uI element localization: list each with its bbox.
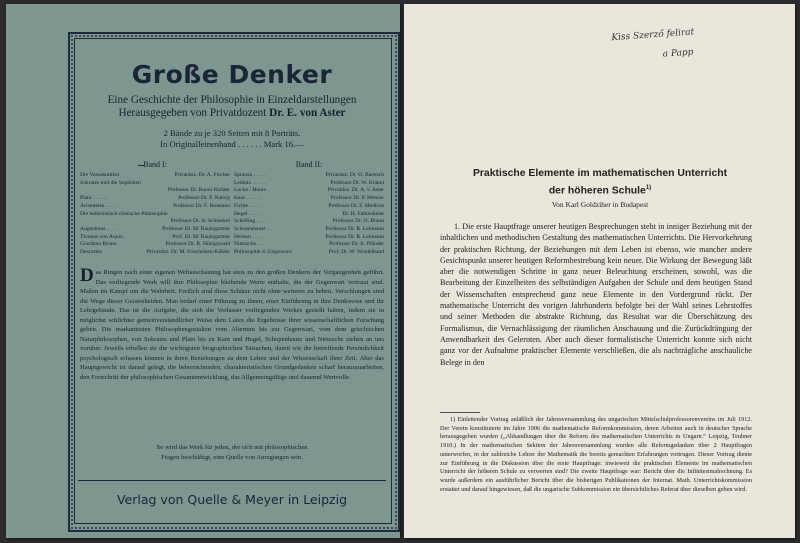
philosopher-name: Spinoza . . . . .	[234, 172, 267, 178]
footnote-marker: 1)	[645, 185, 652, 191]
philosopher-name: Sokrates und die Sophisten	[80, 179, 141, 186]
closing-text	[78, 443, 386, 462]
philosopher-name: Nietzsche . . .	[234, 241, 265, 248]
body-paragraph: as Ringen nach einer eigenen Weltanschauung hat stets zu den großen Denkern der Vergangenheit geführt. Das vorliegende Werk will ihre Philosophie bleibende Werte enthalte, die der Gegenwart vertraut sind. Maßen im Kampf um die Wahrheit. Freilich sind diese Schätze nicht ohne weiteres zu heben. Verschlungen sind die Wege dieser Geistesheiden. Man bedarf einer Führung zu ihnen, einer Einführung in ihre Denkweise und ihr Lehrgebäude. Das ist die Aufgabe, die sich die Verfasser vorliegenden Werkes gestellt haben, indem sie in möglichst schlichter gemeinverständlicher Weise dem Laien die Ergebnisse ihrer wissenschaftlichen Forschung geben. Die markantesten Philosophengestalten vom Altertum bis zur Gegenwart, vom dem griechischen Naturphilosophen, von Sokrates und Plato bis zu Kant und Hegel, Schopenhauer und Nietzsche ziehen an uns vorüber. Jeweils erhellen sie die wichtigsten biographischen Tatsachen, damit wir die betreffende Persönlichkeit psychologisch erfassen können in ihren Beziehungen zu dem Leben und der Wissenschaft ihrer Zeit. Aber das Hauptgewicht ist darauf gelegt, die beherrschenden, charakteristischen Grundgedanken scharf herauszuarbeiten, den Fortschritt der philosophischen Gesamtentwicklung, das Allgemeingültige und dauernd Wertvolle.	[80, 269, 384, 381]
contributor-name: Professor Dr. P. Menzer	[330, 195, 384, 202]
contributor-row	[234, 226, 384, 234]
contributor-name: Professor Dr. M. Baumgartner	[162, 225, 230, 232]
contributor-name: Professor Dr. O. Braun	[332, 218, 384, 225]
contributor-row	[234, 180, 384, 188]
philosopher-name: Thomas von Aquin	[80, 233, 123, 240]
closing-line-1: So wird das Werk für jeden, der sich mit philosophischen	[156, 444, 308, 451]
contributor-row	[80, 180, 230, 188]
contributor-row	[80, 203, 230, 211]
publisher-line: Verlag von Quelle & Meyer in Leipzig	[116, 492, 348, 507]
contributor-row	[80, 187, 230, 195]
book-info	[78, 128, 386, 150]
philosopher-name: Philosophie d. Gegenwart	[234, 249, 292, 256]
price-info: In Originalleinenband . . . . . . Mark 16.—	[160, 139, 304, 149]
contributor-name: Professor Dr. R. Lehmann	[325, 233, 384, 240]
philosopher-name: Herbart . . . .	[234, 233, 263, 240]
book-editor-line	[78, 107, 386, 119]
band-two-column	[234, 160, 384, 257]
left-page	[6, 4, 400, 538]
contributor-row	[234, 218, 384, 226]
handwriting-line-1: Kiss Szerző felirat	[611, 27, 695, 44]
book-title: Große Denker	[131, 60, 333, 89]
article-author: Von Karl Goldziher in Budapest	[551, 200, 649, 209]
contributor-row	[80, 172, 230, 180]
contributor-name: Professor Dr. R. Lehmann	[325, 225, 384, 232]
contributor-row	[234, 195, 384, 203]
philosopher-name: Die Vorsokratiker	[80, 172, 120, 178]
contributor-row	[80, 211, 230, 219]
contributor-name: Privatdoz. Dr. A. v. Aster	[327, 187, 384, 194]
article-title-line-2-text: der höheren Schule	[548, 185, 646, 197]
right-page	[404, 4, 795, 538]
contributor-name: Professor Dr. P. Natorp	[178, 195, 230, 202]
footnote-rule	[440, 412, 480, 413]
contributor-row	[80, 218, 230, 226]
volumes-info: 2 Bände zu je 320 Seiten mit 8 Porträts.	[163, 128, 301, 138]
contributor-name: Prof. Dr. M. Baumgartner	[172, 233, 230, 240]
philosopher-name: Kant . . . . . .	[234, 195, 262, 202]
publisher-rule	[78, 480, 386, 481]
philosopher-name: Aristoteles . . . .	[80, 202, 116, 209]
contributor-row	[80, 249, 230, 257]
contributor-name: Privatdoz. Dr. O. Baensch	[325, 172, 384, 178]
footnote-text: 1) Einleitender Vortrag anläßlich der Jahresversammlung des ungarischen Mittelschulprofessorenvereins im Juli 1912. Der Verein konstituierte im Jahre 1906 die mathematische Reformkommission, deren Arbeiten auch in deutscher Sprache herausgegeben wurden („Abhandlungen über die Reform des mathematischen Unterrichts in Ungarn.“ Leipzig, Teubner 1910.) In der mathematischen Sektion der Jahresversammlung wurden alle Reformgedanken über 2 Hauptfragen unterworfen, in der zahlreiche Lehrer der Mathematik die bereits gemachten Erfahrungen vortrugen. Dieser Vortrag diente zur Einführung in die Diskussion über die erste Hauptfrage: inwieweit die praktischen Elemente im mathematischen Unterricht der höheren Schule zu verwerten sind? Die zweite Hauptfrage war: Bericht über die Infinitesimalrechnung. Es wurde außerdem ein ausführlicher Bericht über die bisherigen Publikationen der Internat. Math. Unterrichtskommission erstattet und darauf hingewiesen, daß die ungarische Subkommission ein übersichtliches Referat über dieselben geben wird.	[440, 416, 752, 493]
philosopher-name: Schelling . . . .	[234, 218, 267, 225]
contributor-name: Professor Dr. A. Schmekel	[170, 218, 230, 225]
contributor-row	[80, 195, 230, 203]
philosopher-name: Fichte . . . . .	[234, 202, 262, 209]
contributor-row	[234, 203, 384, 211]
philosopher-name: Descartes	[80, 249, 102, 256]
contributor-name: Professor Dr. Raoul Richter	[167, 187, 230, 194]
article-title	[414, 167, 786, 198]
contributor-row	[80, 241, 230, 249]
article-title-line-1: Praktische Elemente im mathematischen Unterricht	[472, 168, 728, 179]
contributor-name: Prof. Dr. W. Windelband	[328, 249, 384, 256]
philosopher-name: Leibniz . . . . .	[234, 179, 266, 186]
band-one-column	[80, 160, 230, 257]
editor-name: Dr. E. von Aster	[269, 107, 346, 119]
philosopher-name: Schopenhauer . .	[234, 225, 272, 232]
contributor-row	[234, 249, 384, 257]
article-footnote	[440, 416, 752, 494]
philosopher-name: Augustinus . . . .	[80, 225, 117, 232]
contributor-name: Professor Dr. A. Pfänder	[329, 241, 384, 248]
article-body	[440, 221, 752, 368]
advertisement-content	[78, 42, 386, 518]
handwriting-line-2: a Papp	[662, 47, 694, 60]
drop-cap: D	[80, 265, 94, 286]
philosopher-name: Plato . . . . . .	[80, 195, 109, 202]
philosopher-name: Giordano Bruno	[80, 241, 117, 248]
contributor-row	[80, 234, 230, 242]
contributor-name: Professor Dr. W. Kinkel	[330, 179, 384, 186]
article-paragraph: 1. Die erste Hauptfrage unserer heutigen Besprechungen steht in inniger Beziehung mit der inhaltlichen und methodischen Gestaltung des mathematischen Unterrichts. Die Hervorkehrung der praktischen Richtung, der Beziehungen mit dem Leben ist ebenso, wie mancher andere Gesichtspunkt unserer heutigen Reformbestrebung kein neuer. Die Wirkung der Bewegung läßt aber die notwendigen Schritte in ganz neuer Beleuchtung erscheinen, sowohl, was die Bearbeitung der Einzelheiten des selbständigen Aufgaben der Schule und dem heutigen Stand der Wissenschaften entsprechend ganz neue Elemente in den Vordergrund rückt. Der mathematische Unterricht des vorigen Jahrhunderts befolgte bei der Wahl seines Lehrstoffes und seiner Methoden die abstrakte Richtung, das Resultat war die Überschätzung des Formalismus, die Vernachlässigung der räumlichen Anschauung und die Zurückdrängung der Anwendbarkeit des Gelernten. Aber auch dieser formalistische Unterricht konnte sich nicht ganz vor der Aufnahme praktischer Elemente verschließen, die als nachträgliche anschauliche Belege in den	[440, 222, 752, 367]
editor-prefix: Herausgegeben von Privatdozent	[118, 107, 267, 119]
contributor-row	[234, 211, 384, 219]
handwritten-inscription	[611, 20, 733, 68]
contributor-name: Privatdoz. Dr. A. Fischer	[174, 172, 230, 178]
advertisement-body	[80, 265, 384, 382]
contributor-name: Professor Dr. F. Brentano	[173, 202, 230, 209]
band-one-heading: Band I:	[143, 160, 167, 169]
contributor-row	[80, 226, 230, 234]
contributor-name: Professor Dr. F. Medicus	[328, 202, 384, 209]
contributor-name: Professor Dr. R. Hönigswald	[165, 241, 230, 248]
book-subtitle: Eine Geschichte der Philosophie in Einzeldarstellungen	[107, 94, 357, 106]
contributor-row	[234, 234, 384, 242]
closing-line-2: Fragen beschäftigt, eine Quelle von Anregungen sein.	[161, 453, 303, 461]
philosopher-name: Locke / Hume . .	[234, 187, 272, 194]
contributor-row	[234, 241, 384, 249]
contributor-row	[234, 172, 384, 180]
band-two-heading: Band II:	[295, 160, 323, 169]
contributor-name: Privatdoz. Dr. M. Frischeisen-Köhler	[146, 249, 230, 256]
philosopher-name: Die hellenistisch-römische Philosophie	[80, 210, 168, 217]
article-title-line-2	[414, 181, 786, 198]
contributor-name: Dr. H. Falkenheim	[342, 210, 384, 217]
philosopher-name: Hegel . . . . .	[234, 210, 262, 217]
contributor-row	[234, 187, 384, 195]
